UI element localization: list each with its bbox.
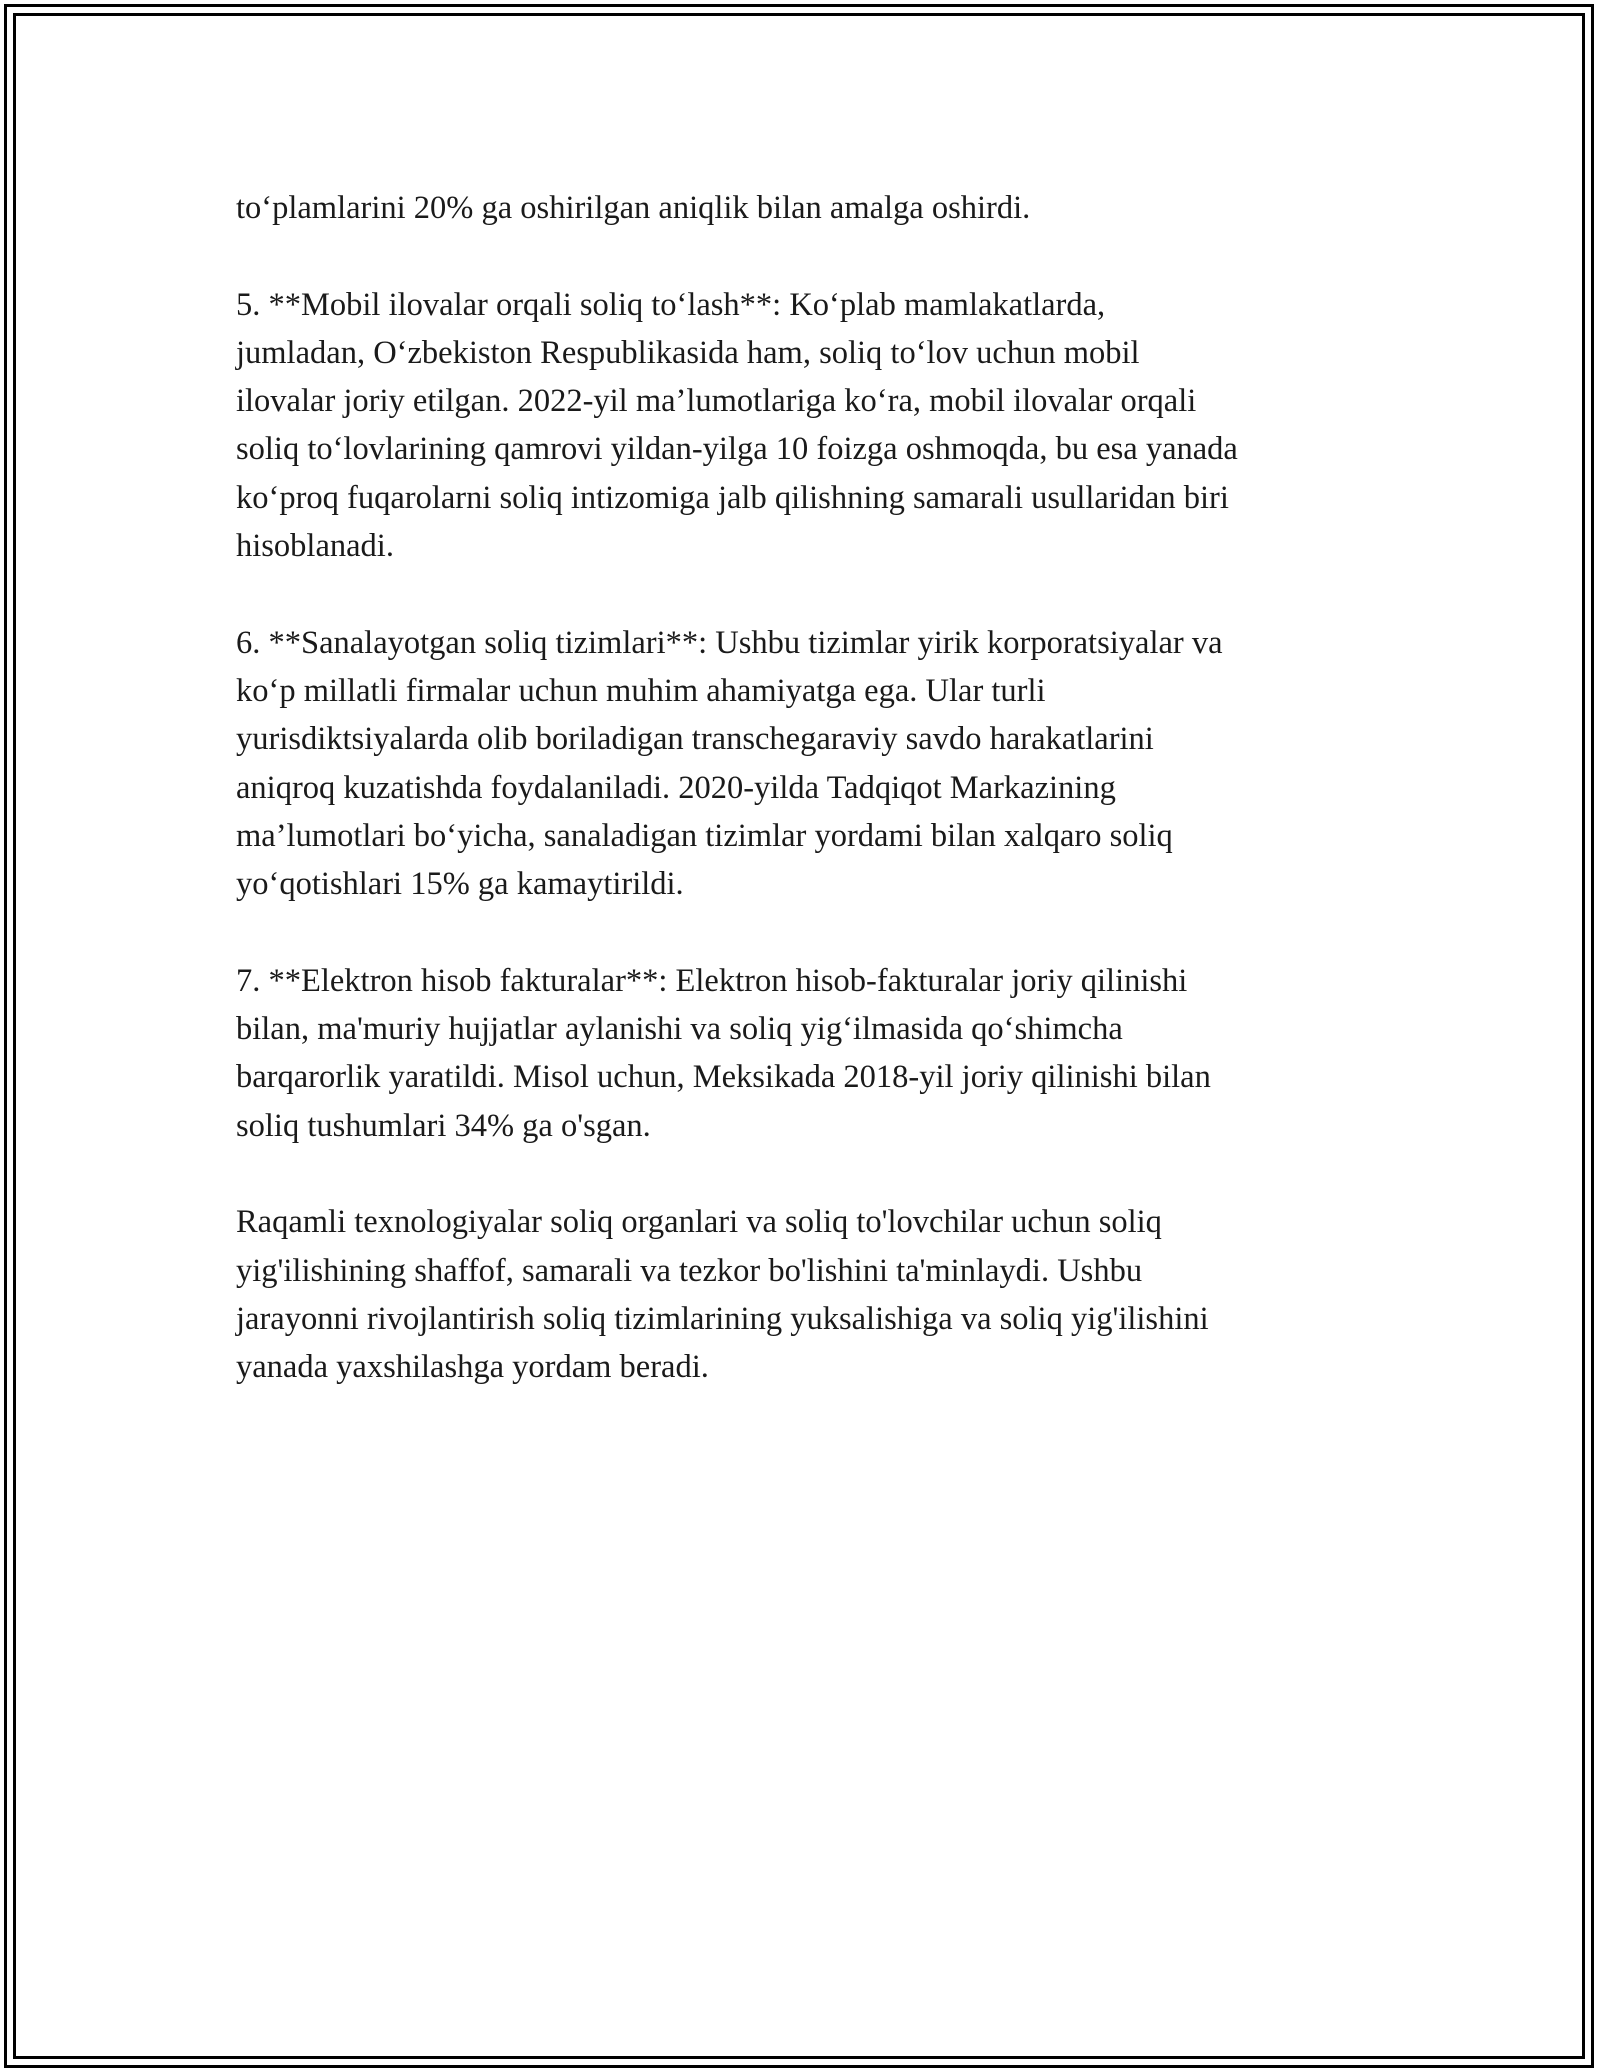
- text-line: soliq tushumlari 34% ga o'sgan.: [236, 1107, 651, 1144]
- text-line: bilan, ma'muriy hujjatlar aylanishi va soliq yig‘ilmasida qo‘shimcha: [236, 1011, 1123, 1048]
- text-line: Raqamli texnologiyalar soliq organlari va soliq to'lovchilar uchun soliq: [236, 1204, 1162, 1241]
- text-line: 7. **Elektron hisob fakturalar**: Elektron hisob-fakturalar joriy qilinishi: [236, 962, 1188, 999]
- text-line: 6. **Sanalayotgan soliq tizimlari**: Ushbu tizimlar yirik korporatsiyalar va: [236, 624, 1223, 661]
- text-line: hisoblanadi.: [236, 528, 394, 565]
- text-line: yanada yaxshilashga yordam beradi.: [236, 1349, 709, 1386]
- text-line: soliq to‘lovlarining qamrovi yildan-yilga 10 foizga oshmoqda, bu esa yanada: [236, 431, 1238, 468]
- text-line: yig'ilishining shaffof, samarali va tezkor bo'lishini ta'minlaydi. Ushbu: [236, 1252, 1143, 1289]
- text-line: barqarorlik yaratildi. Misol uchun, Meksikada 2018-yil joriy qilinishi bilan: [236, 1059, 1211, 1096]
- text-line: yurisdiktsiyalarda olib boriladigan transchegaraviy savdo harakatlarini: [236, 721, 1154, 758]
- paragraph-item-6-tax-systems: [236, 619, 1386, 909]
- text-line: ilovalar joriy etilgan. 2022-yil ma’lumotlariga ko‘ra, mobil ilovalar orqali: [236, 383, 1197, 420]
- text-line: jarayonni rivojlantirish soliq tizimlarining yuksalishiga va soliq yig'ilishini: [236, 1300, 1209, 1337]
- paragraph-item-5-mobile-apps: [236, 281, 1386, 571]
- text-line: aniqroq kuzatishda foydalaniladi. 2020-yilda Tadqiqot Markazining: [236, 769, 1116, 806]
- text-line: ko‘proq fuqarolarni soliq intizomiga jalb qilishning samarali usullaridan biri: [236, 479, 1229, 516]
- text-line: 5. **Mobil ilovalar orqali soliq to‘lash**: Ko‘plab mamlakatlarda,: [236, 286, 1106, 323]
- paragraph-item-7-e-invoices: [236, 957, 1386, 1150]
- text-line: ko‘p millatli firmalar uchun muhim ahamiyatga ega. Ular turli: [236, 672, 1046, 709]
- text-line: to‘plamlarini 20% ga oshirilgan aniqlik bilan amalga oshirdi.: [236, 190, 1031, 226]
- paragraph-continuation: [236, 184, 1386, 232]
- paragraph-conclusion: [236, 1198, 1386, 1391]
- text-line: yo‘qotishlari 15% ga kamaytirildi.: [236, 866, 684, 903]
- text-line: ma’lumotlari bo‘yicha, sanaladigan tizimlar yordami bilan xalqaro soliq: [236, 817, 1173, 854]
- text-line: jumladan, O‘zbekiston Respublikasida ham, soliq to‘lov uchun mobil: [236, 334, 1140, 371]
- document-body: [236, 184, 1386, 1440]
